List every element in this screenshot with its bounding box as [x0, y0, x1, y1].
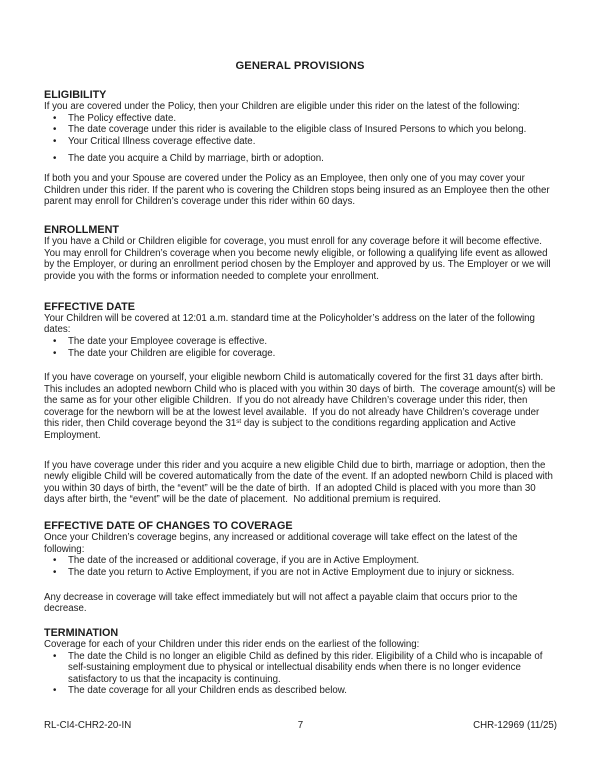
bullet-item: • Your Critical Illness coverage effective date.	[44, 136, 556, 148]
newborn-paragraph-text-end: day is subject to the conditions regarding application and Active Employment.	[44, 418, 519, 442]
bullet-item: • The Policy effective date.	[44, 113, 556, 125]
effective-date-intro: Your Children will be covered at 12:01 a.m. standard time at the Policyholder’s address on the later of the following dates:	[44, 312, 538, 336]
section-heading-termination: TERMINATION	[44, 626, 119, 639]
eligibility-spouse-paragraph: If both you and your Spouse are covered under the Policy as an Employee, then only one of you may cover your Children under this rider. If the parent who is covering the Children stops being insured as an Employee then the other parent may enroll for Children’s coverage under this rider within 60 days.	[44, 173, 553, 208]
bullet-item: • The date coverage under this rider is available to the eligible class of Insured Persons to which you belong.	[44, 124, 556, 136]
section-heading-enrollment: ENROLLMENT	[44, 223, 119, 236]
bullet-item: • The date the Child is no longer an eligible Child as defined by this rider. Eligibility of a Child who is incapable of self-sustaining employment due to physical or intellectual disability ends when there is no longer evidence satisfactory to us that the incapacity is continuing.	[44, 651, 556, 686]
termination-intro: Coverage for each of your Children under this rider ends on the earliest of the following:	[44, 639, 420, 651]
bullet-item: • The date you acquire a Child by marriage, birth or adoption.	[44, 153, 556, 165]
section-eligibility	[44, 89, 556, 208]
page-title: GENERAL PROVISIONS	[235, 60, 365, 72]
eligibility-intro: If you are covered under the Policy, then your Children are eligible under this rider on the latest of the following:	[44, 101, 520, 113]
bullet-item: • The date coverage for all your Children ends as described below.	[44, 685, 556, 697]
bullet-item: • The date your Children are eligible for coverage.	[44, 348, 556, 360]
changes-intro: Once your Children’s coverage begins, any increased or additional coverage will take effect on the latest of the following:	[44, 532, 521, 555]
footer-form-number: RL-CI4-CHR2-20-IN	[44, 720, 132, 731]
section-termination	[44, 627, 556, 697]
acquire-child-paragraph: If you have coverage under this rider and you acquire a new eligible Child due to birth, marriage or adoption, then the newly eligible Child will be covered automatically from the date of the event. If an adopted newborn Child is placed with you within 30 days of birth, the “event” will be the date of birth. If an adopted Child is placed with you more than 30 days after birth, the “event” will be the date of placement. No additional premium is required.	[44, 459, 556, 506]
newborn-paragraph-text: If you have coverage on yourself, your eligible newborn Child is automatically covered for the first 31 days after birth. This includes an adopted newborn Child who is placed with you within 30 days of birth. The coverage amount(s) will be the same as for your other eligible Children. If you do not already have Children’s coverage under this rider, then coverage for the newborn will be at the lowest level available. If you do not already have Children’s coverage under this rider, then Child coverage beyond the 31	[44, 372, 559, 430]
section-effective-date	[44, 300, 559, 507]
section-heading-changes: EFFECTIVE DATE OF CHANGES TO COVERAGE	[44, 520, 293, 533]
ordinal-superscript: st	[236, 418, 242, 426]
section-heading-eligibility: ELIGIBILITY	[44, 89, 107, 101]
bullet-item: • The date your Employee coverage is effective.	[44, 336, 556, 348]
termination-bullet-list	[44, 651, 556, 697]
enrollment-paragraph: If you have a Child or Children eligible for coverage, you must enroll for any coverage before it will become effective. You may enroll for Children’s coverage when you become newly eligible, or following a qualifying life event as allowed by the Employer, or during an enrollment period chosen by the Employer and approved by us. The Employer or we will provide you with the forms or information needed to complete your enrollment.	[44, 236, 554, 282]
decrease-paragraph: Any decrease in coverage will take effect immediately but will not affect a payable claim that occurs prior to the decrease.	[44, 591, 521, 615]
effective-date-bullet-list	[44, 336, 556, 359]
eligibility-bullet-list	[44, 113, 556, 164]
bullet-item: • The date of the increased or additional coverage, if you are in Active Employment.	[44, 555, 556, 567]
section-enrollment	[44, 224, 556, 283]
newborn-coverage-paragraph	[44, 372, 559, 442]
footer-doc-code: CHR-12969 (11/25)	[473, 720, 557, 731]
changes-bullet-list	[44, 555, 556, 578]
bullet-item: • The date you return to Active Employment, if you are not in Active Employment due to injury or sickness.	[44, 567, 556, 579]
footer-page-number: 7	[297, 720, 304, 731]
section-heading-effective-date: EFFECTIVE DATE	[44, 300, 135, 313]
section-changes-to-coverage	[44, 520, 556, 615]
